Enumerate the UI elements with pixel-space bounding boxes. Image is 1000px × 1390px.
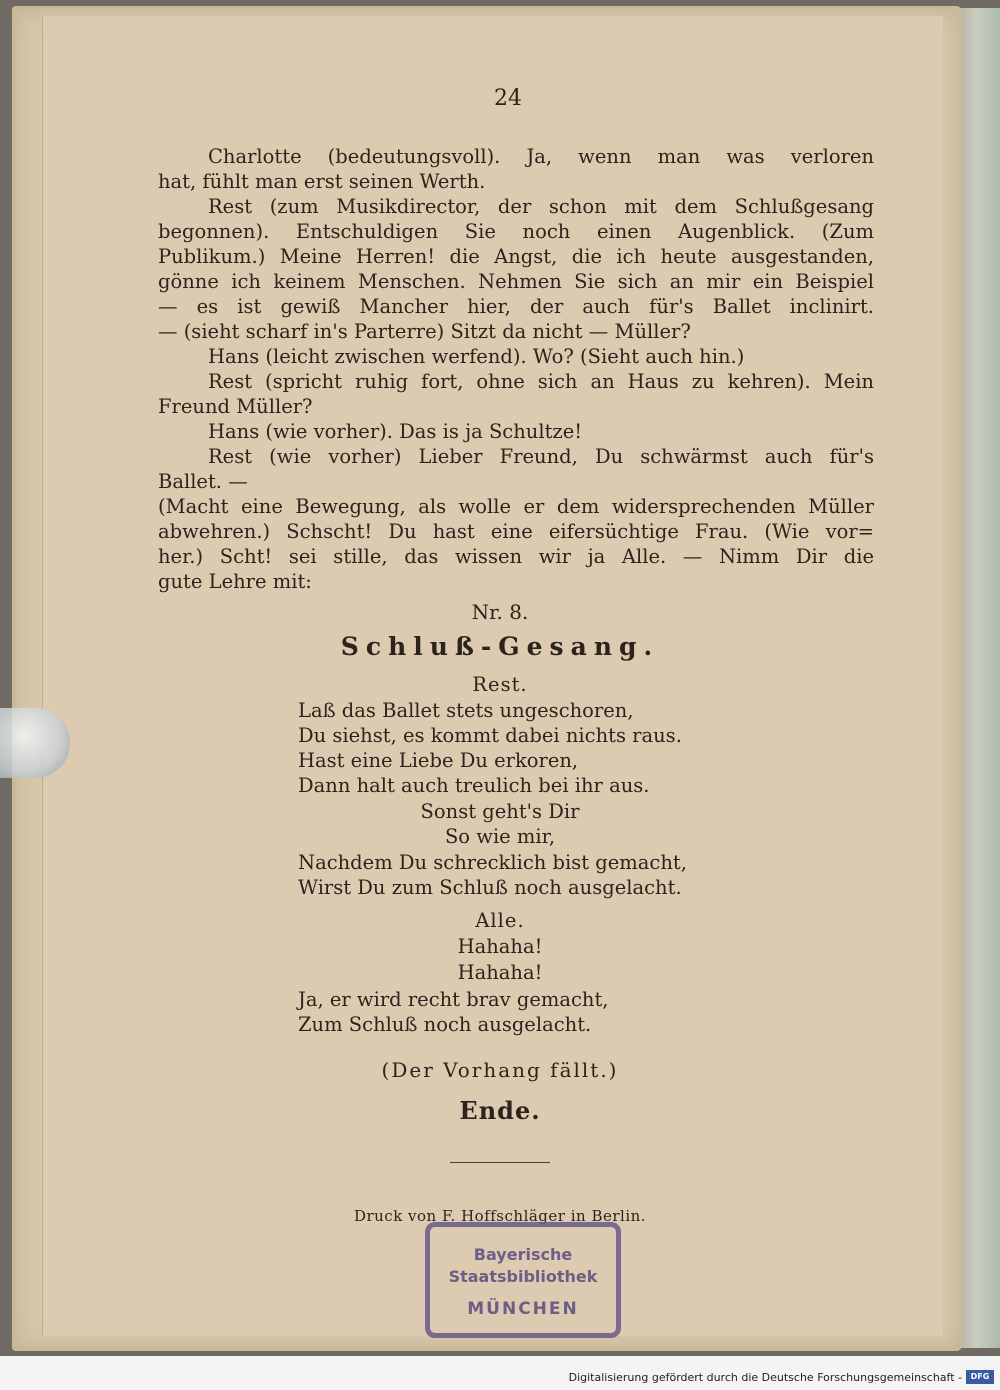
prose-line: her.) Scht! sei stille, das wissen wir ja Alle. — Nimm Dir die (158, 545, 874, 568)
stage-direction: (Der Vorhang fällt.) (381, 1058, 619, 1082)
page-clip (0, 708, 70, 778)
laugh-line: Hahaha! (457, 961, 543, 984)
dialogue-prose (158, 144, 874, 594)
prose-line: Hans (wie vorher). Das is ja Schultze! (208, 420, 583, 443)
verse-line: Du siehst, es kommt dabei nichts raus. (298, 724, 682, 747)
prose-line: Ballet. — (158, 470, 248, 493)
stamp-line: Staatsbibliothek (448, 1267, 598, 1286)
prose-line: — (sieht scharf in's Parterre) Sitzt da nicht — Müller? (158, 320, 691, 343)
dfg-logo-icon: DFG (966, 1370, 994, 1384)
printer-imprint: Druck von F. Hoffschläger in Berlin. (353, 1207, 647, 1225)
digitization-footer (0, 1356, 1000, 1390)
verse-line: Hast eine Liebe Du erkoren, (298, 749, 579, 772)
verse-line: So wie mir, (444, 825, 556, 848)
prose-line: begonnen). Entschuldigen Sie noch einen Augenblick. (Zum (158, 220, 874, 243)
prose-line: Freund Müller? (158, 395, 313, 418)
song-title: Schluß-Gesang. (340, 632, 660, 661)
stamp-line: Bayerische (473, 1245, 573, 1264)
divider-rule (450, 1162, 550, 1163)
prose-line: gönne ich keinem Menschen. Nehmen Sie sich an mir ein Beispiel (158, 270, 874, 293)
page-number: 24 (494, 86, 522, 111)
footer-credit: Digitalisierung gefördert durch die Deutsche Forschungsgemeinschaft - (568, 1371, 962, 1384)
verse-line: Nachdem Du schrecklich bist gemacht, (298, 851, 687, 874)
library-stamp (425, 1222, 621, 1338)
stamp-line: MÜNCHEN (467, 1299, 579, 1319)
speaker-alle: Alle. (475, 909, 525, 932)
prose-line: Rest (wie vorher) Lieber Freund, Du schwärmst auch für's (208, 445, 874, 468)
prose-line: Charlotte (bedeutungsvoll). Ja, wenn man was verloren (208, 145, 874, 168)
speaker-rest: Rest. (472, 673, 528, 696)
prose-line: hat, fühlt man erst seinen Werth. (158, 170, 486, 193)
verse-line: Sonst geht's Dir (420, 800, 580, 823)
verse-line: Ja, er wird recht brav gemacht, (298, 988, 609, 1011)
prose-line: Publikum.) Meine Herren! die Angst, die ich heute ausgestanden, (158, 245, 874, 268)
verse-line: Wirst Du zum Schluß noch ausgelacht. (298, 876, 682, 899)
verse-line: Laß das Ballet stets ungeschoren, (298, 699, 634, 722)
song-number: Nr. 8. (471, 600, 529, 624)
laugh-line: Hahaha! (457, 935, 543, 958)
end-mark: Ende. (459, 1096, 541, 1125)
prose-line: abwehren.) Schscht! Du hast eine eifersüchtige Frau. (Wie vor= (158, 520, 874, 543)
prose-line: (Macht eine Bewegung, als wolle er dem widersprechenden Müller (158, 495, 874, 518)
prose-line: Hans (leicht zwischen werfend). Wo? (Sieht auch hin.) (208, 345, 745, 368)
prose-line: Rest (zum Musikdirector, der schon mit dem Schlußgesang (208, 195, 874, 218)
prose-line: — es ist gewiß Mancher hier, der auch für's Ballet inclinirt. (158, 295, 874, 318)
prose-line: gute Lehre mit: (158, 570, 312, 593)
prose-line: Rest (spricht ruhig fort, ohne sich an Haus zu kehren). Mein (208, 370, 874, 393)
verse-line: Dann halt auch treulich bei ihr aus. (298, 774, 650, 797)
verse-line: Zum Schluß noch ausgelacht. (298, 1013, 592, 1036)
